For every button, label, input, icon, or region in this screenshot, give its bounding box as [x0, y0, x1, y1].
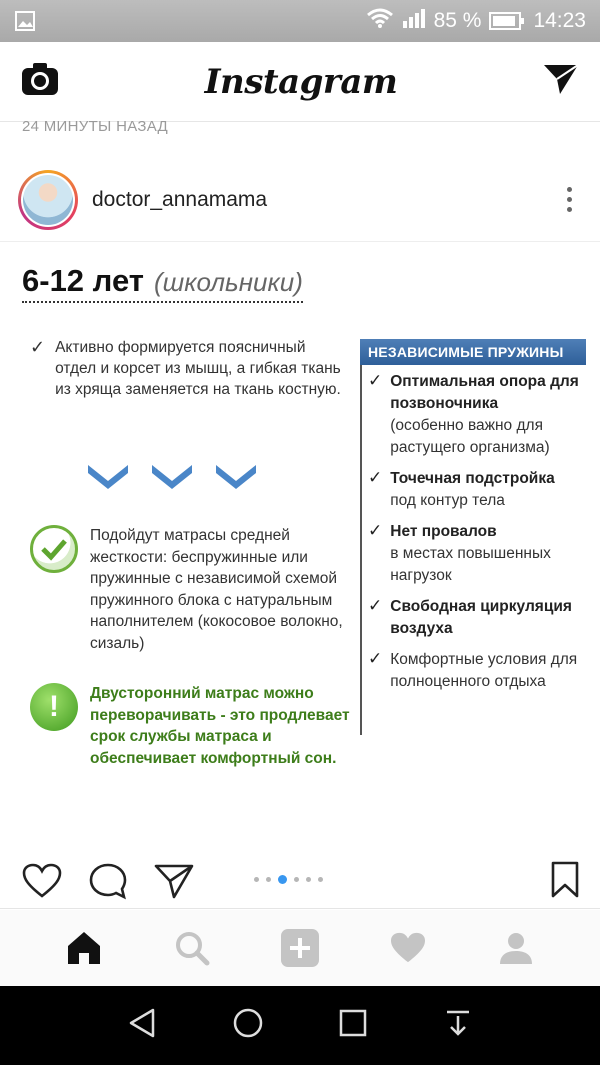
- camera-icon[interactable]: [20, 61, 60, 102]
- right-list-bold: Оптимальная опора для позвоночника: [390, 373, 579, 412]
- bookmark-icon[interactable]: [550, 861, 580, 904]
- right-list-normal: под контур тела: [390, 492, 505, 509]
- more-options-icon[interactable]: [557, 181, 582, 218]
- check-icon: ✓: [368, 468, 383, 487]
- battery-icon: [489, 11, 525, 31]
- right-list-text: [390, 468, 554, 512]
- notification-pull-icon[interactable]: [443, 1008, 473, 1043]
- home-icon[interactable]: [62, 926, 106, 970]
- post-time-ago: 24 МИНУТЫ НАЗАД: [22, 118, 168, 135]
- right-list-normal: (особенно важно для растущего организма): [390, 417, 550, 456]
- right-column: [360, 339, 586, 702]
- search-icon[interactable]: [170, 926, 214, 970]
- title-main: 6-12 лет: [22, 263, 144, 298]
- right-list-text: [390, 521, 586, 587]
- back-icon[interactable]: [127, 1007, 157, 1044]
- right-list-normal: в местах повышенных нагрузок: [390, 545, 551, 584]
- home-circle-icon[interactable]: [232, 1007, 264, 1044]
- post-header: [0, 158, 600, 242]
- left-bullet-text: Активно формируется поясничный отдел и корсет из мышц, а гибкая ткань из хряща заменяется на ткань костную.: [55, 339, 341, 398]
- carousel-dot: [318, 877, 323, 882]
- right-list-item: [368, 649, 586, 693]
- checkmark-circle-icon: [30, 525, 78, 573]
- carousel-dot: [254, 877, 259, 882]
- right-list-text: [390, 371, 586, 459]
- title-sub: (школьники): [153, 267, 303, 297]
- check-icon: ✓: [368, 371, 383, 390]
- carousel-indicator: [254, 875, 323, 884]
- post-actions: [0, 853, 600, 909]
- android-nav-bar: [0, 986, 600, 1065]
- signal-icon: [402, 7, 426, 35]
- exclamation-circle-icon: !: [30, 683, 78, 731]
- share-icon[interactable]: [152, 859, 196, 903]
- activity-heart-icon[interactable]: [386, 926, 430, 970]
- app-bar: [0, 42, 600, 122]
- carousel-dot: [278, 875, 287, 884]
- right-list-text: [390, 649, 586, 693]
- tip-block: [30, 683, 350, 769]
- right-list: [360, 365, 586, 693]
- chevron-down-icon: [86, 461, 130, 491]
- carousel-dot: [294, 877, 299, 882]
- chevrons: [86, 461, 258, 491]
- avatar[interactable]: [18, 170, 78, 230]
- right-list-bold: Нет провалов: [390, 523, 497, 540]
- right-list-bold: Свободная циркуляция воздуха: [390, 598, 572, 637]
- right-header: НЕЗАВИСИМЫЕ ПРУЖИНЫ: [360, 339, 586, 365]
- infographic-title: [22, 263, 303, 303]
- bottom-nav: [0, 910, 600, 986]
- recents-icon[interactable]: [338, 1008, 368, 1043]
- wifi-icon: [366, 7, 394, 35]
- chevron-down-icon: [150, 461, 194, 491]
- check-icon: ✓: [368, 649, 383, 668]
- right-list-item: [368, 521, 586, 587]
- recommendation-text: Подойдут матрасы средней жесткости: беспружинные или пружинные с независимой схемой пружинного блока с натуральным наполнителем (кокосовое волокно, сизаль): [90, 527, 343, 652]
- post-image[interactable]: [0, 243, 600, 853]
- right-list-item: [368, 371, 586, 459]
- clock: 14:23: [533, 9, 586, 32]
- add-post-icon[interactable]: [278, 926, 322, 970]
- left-bullet: [30, 337, 350, 400]
- right-list-text: [390, 596, 586, 640]
- check-icon: ✓: [30, 337, 46, 357]
- direct-message-icon[interactable]: [542, 62, 580, 101]
- profile-icon[interactable]: [494, 926, 538, 970]
- check-icon: ✓: [368, 596, 383, 615]
- tip-text: Двусторонний матрас можно переворачивать - это продлевает срок службы матраса и обеспечивает комфортный сон.: [90, 685, 350, 767]
- right-list-normal: Комфортные условия для полноценного отдыха: [390, 651, 578, 690]
- recommendation-block: [30, 525, 350, 654]
- carousel-dot: [306, 877, 311, 882]
- right-list-item: [368, 596, 586, 640]
- right-list-bold: Точечная подстройка: [390, 470, 555, 487]
- right-list-item: [368, 468, 586, 512]
- check-icon: ✓: [368, 521, 383, 540]
- comment-icon[interactable]: [86, 859, 130, 903]
- status-bar: [0, 0, 600, 42]
- heart-icon[interactable]: [20, 859, 64, 903]
- battery-percent: 85 %: [433, 9, 482, 32]
- carousel-dot: [266, 877, 271, 882]
- chevron-down-icon: [214, 461, 258, 491]
- instagram-logo: Instagram: [204, 61, 398, 102]
- post-username[interactable]: doctor_annamama: [92, 187, 268, 211]
- gallery-notification-icon: [14, 10, 36, 32]
